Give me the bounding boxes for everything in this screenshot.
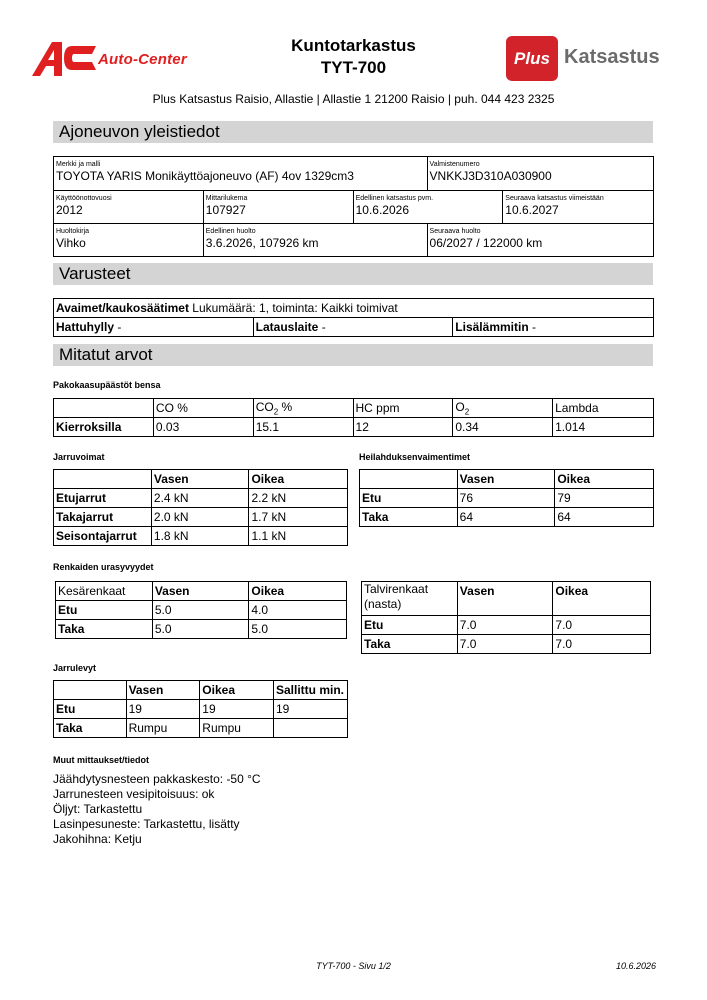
summer-tires-row-label: Taka [56, 620, 153, 639]
vin-cell [427, 157, 653, 191]
next-service-cell [427, 224, 653, 257]
section-equipment: Varusteet [53, 263, 653, 285]
service-book-label: Huoltokirja [56, 228, 90, 235]
make-label: Merkki ja malli [56, 161, 101, 168]
emissions-header-co: CO % [153, 399, 253, 418]
other-title: Muut mittaukset/tiedot [53, 755, 149, 765]
brakes-header-empty [54, 470, 152, 489]
keys-label: Avaimet/kaukosäätimet [56, 301, 189, 315]
emissions-header-empty [54, 399, 154, 418]
make-cell [54, 157, 428, 191]
winter-tires-header: Talvirenkaat (nasta) [362, 582, 458, 616]
winter-tires-right-value: 7.0 [553, 616, 651, 635]
document-title: Kuntotarkastus [291, 36, 416, 55]
shocks-header-empty [360, 470, 458, 489]
shocks-title: Heilahduksenvaimentimet [359, 452, 471, 462]
other-line: Jäähdytysnesteen pakkaskesto: -50 °C [53, 772, 261, 786]
brakes-right-value: 1.7 kN [249, 508, 348, 527]
service-book-value: Vihko [56, 236, 86, 250]
discs-header-empty [54, 681, 127, 700]
brakes-row-label: Seisontajarrut [54, 527, 152, 546]
discs-row-label: Taka [54, 719, 127, 738]
odometer-value: 107927 [205, 203, 246, 217]
make-value: TOYOTA YARIS Monikäyttöajoneuvo (AF) 4ov 1329cm3 [56, 169, 354, 183]
emissions-co2-value: 15.1 [253, 418, 353, 437]
next-inspection-cell [503, 191, 654, 224]
next-inspection-value: 10.6.2027 [505, 203, 559, 217]
section-vehicle-info: Ajoneuvon yleistiedot [53, 121, 653, 143]
winter-tires-header-left: Vasen [457, 582, 553, 616]
katsastus-wordmark: Katsastus [564, 46, 660, 68]
discs-row-label: Etu [54, 700, 127, 719]
summer-tires-right-value: 4.0 [249, 601, 347, 620]
discs-header-right: Oikea [200, 681, 274, 700]
plus-badge: Plus [506, 36, 558, 81]
heater-label: Lisälämmitin [455, 320, 529, 334]
emissions-title: Pakokaasupäästöt bensa [53, 380, 161, 390]
charger-cell [253, 318, 453, 337]
prev-service-label: Edellinen huolto [205, 228, 256, 235]
auto-center-logo [32, 38, 212, 80]
footer-date: 10.6.2026 [615, 961, 656, 971]
discs-right-value: 19 [200, 700, 274, 719]
hat-shelf-label: Hattuhylly [56, 320, 115, 334]
section-measured: Mitatut arvot [53, 344, 653, 366]
discs-left-value: Rumpu [126, 719, 200, 738]
emissions-o2-value: 0.34 [453, 418, 553, 437]
summer-tires-left-value: 5.0 [152, 620, 249, 639]
odometer-label: Mittarilukema [205, 195, 248, 202]
vin-value: VNKKJ3D310A030900 [429, 169, 552, 183]
discs-header-left: Vasen [126, 681, 200, 700]
heater-cell [453, 318, 654, 337]
emissions-row-label: Kierroksilla [54, 418, 154, 437]
prev-service-cell [203, 224, 427, 257]
emissions-co-value: 0.03 [153, 418, 253, 437]
ac-logo-icon [32, 38, 98, 78]
first-use-label: Käyttöönottovuosi [56, 195, 112, 202]
emissions-table [53, 398, 654, 437]
other-line: Jarrunesteen vesipitoisuus: ok [53, 787, 215, 801]
keys-value: Lukumäärä: 1, toiminta: Kaikki toimivat [192, 301, 398, 315]
prev-inspection-value: 10.6.2026 [355, 203, 409, 217]
shocks-row-label: Taka [360, 508, 458, 527]
shocks-right-value: 79 [555, 489, 654, 508]
shocks-header-left: Vasen [457, 470, 555, 489]
emissions-lambda-value: 1.014 [553, 418, 654, 437]
tires-title: Renkaiden urasyvyydet [53, 562, 154, 572]
hat-shelf-value: - [117, 320, 122, 334]
winter-tires-header-right: Oikea [553, 582, 651, 616]
hat-shelf-cell [54, 318, 254, 337]
emissions-hc-value: 12 [353, 418, 453, 437]
prev-inspection-label: Edellinen katsastus pvm. [355, 195, 434, 202]
emissions-header-co2: $CO_2$ % [253, 399, 353, 418]
auto-center-wordmark: Auto-Center [98, 51, 187, 68]
discs-min-value [274, 719, 348, 738]
document-title-block [250, 35, 457, 79]
odometer-cell [203, 191, 353, 224]
winter-tires-table [361, 581, 651, 654]
discs-title: Jarrulevyt [53, 663, 97, 673]
next-inspection-label: Seuraava katsastus viimeistään [505, 195, 604, 202]
emissions-header-lambda: Lambda [553, 399, 654, 418]
vin-label: Valmistenumero [429, 161, 480, 168]
brakes-title: Jarruvoimat [53, 452, 105, 462]
summer-tires-right-value: 5.0 [249, 620, 347, 639]
footer-page-info: TYT-700 - Sivu 1/2 [316, 961, 391, 971]
heater-value: - [532, 320, 536, 334]
plus-katsastus-logo [506, 36, 672, 81]
winter-tires-row-label: Taka [362, 635, 458, 654]
shocks-left-value: 76 [457, 489, 555, 508]
shocks-row-label: Etu [360, 489, 458, 508]
summer-tires-header-right: Oikea [249, 582, 347, 601]
other-line: Öljyt: Tarkastettu [53, 802, 143, 816]
brakes-left-value: 2.4 kN [151, 489, 249, 508]
document-subtitle: TYT-700 [320, 58, 387, 77]
summer-tires-left-value: 5.0 [152, 601, 249, 620]
brakes-header-right: Oikea [249, 470, 348, 489]
brakes-row-label: Etujarrut [54, 489, 152, 508]
summer-tires-row-label: Etu [56, 601, 153, 620]
brakes-table [53, 469, 348, 546]
shocks-table [359, 469, 654, 527]
shocks-left-value: 64 [457, 508, 555, 527]
brakes-row-label: Takajarrut [54, 508, 152, 527]
discs-min-value: 19 [274, 700, 348, 719]
emissions-header-hc: HC ppm [353, 399, 453, 418]
discs-left-value: 19 [126, 700, 200, 719]
other-line: Lasinpesuneste: Tarkastettu, lisätty [53, 817, 240, 831]
discs-right-value: Rumpu [200, 719, 274, 738]
first-use-value: 2012 [56, 203, 83, 217]
brakes-header-left: Vasen [151, 470, 249, 489]
first-use-cell [54, 191, 204, 224]
equipment-table [53, 298, 654, 337]
brakes-left-value: 1.8 kN [151, 527, 249, 546]
charger-value: - [321, 320, 326, 334]
prev-service-value: 3.6.2026, 107926 km [205, 236, 319, 250]
emissions-header-o2: $O_2$ [453, 399, 553, 418]
next-service-value: 06/2027 / 122000 km [429, 236, 543, 250]
charger-label: Latauslaite [255, 320, 319, 334]
brakes-right-value: 1.1 kN [249, 527, 348, 546]
service-book-cell [54, 224, 204, 257]
station-address: Plus Katsastus Raisio, Allastie | Allastie 1 21200 Raisio | puh. 044 423 2325 [152, 92, 555, 106]
next-service-label: Seuraava huolto [429, 228, 481, 235]
discs-table [53, 680, 348, 738]
shocks-right-value: 64 [555, 508, 654, 527]
discs-header-min: Sallittu min. [274, 681, 348, 700]
keys-cell [54, 299, 654, 318]
summer-tires-header-left: Vasen [152, 582, 249, 601]
summer-tires-table [55, 581, 347, 639]
other-measurements-list [53, 772, 261, 847]
winter-tires-left-value: 7.0 [457, 616, 553, 635]
brakes-left-value: 2.0 kN [151, 508, 249, 527]
brakes-right-value: 2.2 kN [249, 489, 348, 508]
winter-tires-left-value: 7.0 [457, 635, 553, 654]
shocks-header-right: Oikea [555, 470, 654, 489]
prev-inspection-cell [353, 191, 503, 224]
winter-tires-right-value: 7.0 [553, 635, 651, 654]
winter-tires-row-label: Etu [362, 616, 458, 635]
other-line: Jakohihna: Ketju [53, 832, 142, 846]
summer-tires-header: Kesärenkaat [56, 582, 153, 601]
vehicle-info-table [53, 156, 654, 257]
